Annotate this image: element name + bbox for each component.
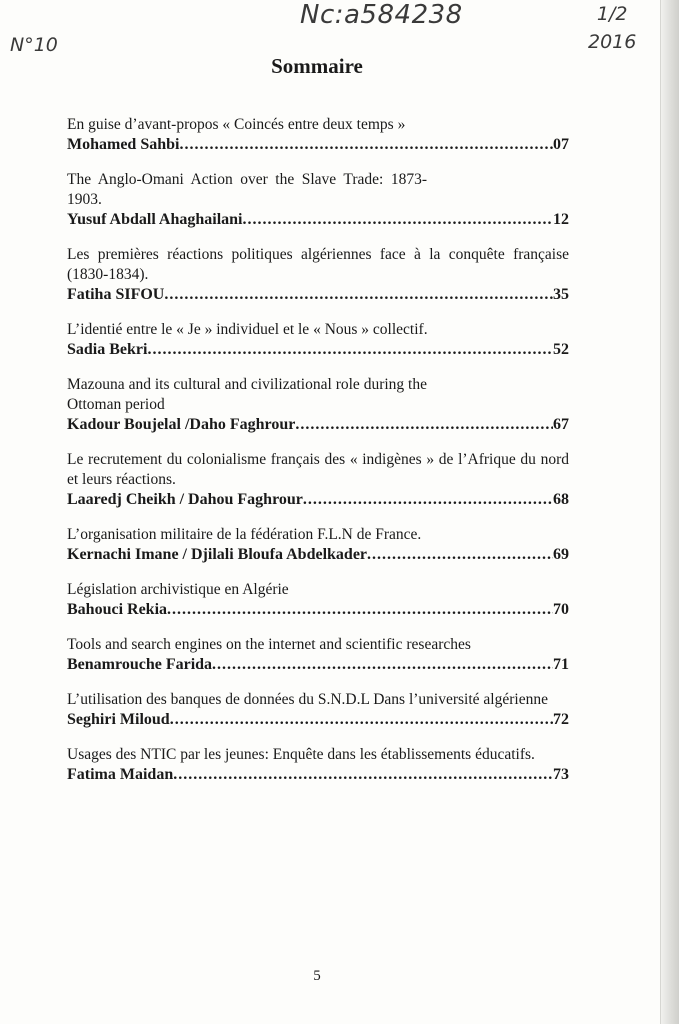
entry-author-line bbox=[67, 135, 569, 155]
table-of-contents bbox=[67, 115, 569, 800]
entry-author-line bbox=[67, 340, 569, 360]
toc-entry bbox=[67, 580, 569, 620]
handwritten-volume-year bbox=[588, 0, 636, 56]
entry-title: L’organisation militaire de la fédération F.L.N de France. bbox=[67, 526, 422, 543]
entry-author: Yusuf Abdall Ahaghailani bbox=[67, 211, 243, 228]
entry-title: Tools and search engines on the internet and scientific researches bbox=[67, 636, 471, 653]
dot-leader bbox=[170, 710, 553, 730]
entry-page: 67 bbox=[553, 416, 569, 433]
entry-title: En guise d’avant-propos « Coincés entre deux temps » bbox=[67, 116, 406, 133]
toc-entry bbox=[67, 115, 569, 155]
entry-page: 35 bbox=[553, 286, 569, 303]
dot-leader bbox=[303, 490, 553, 510]
entry-author-line bbox=[67, 600, 569, 620]
handwritten-year: 2016 bbox=[588, 31, 637, 53]
entry-author-line bbox=[67, 415, 569, 435]
toc-entry bbox=[67, 745, 569, 785]
entry-author: Fatiha SIFOU bbox=[67, 286, 165, 303]
entry-title: L’utilisation des banques de données du S.N.D.L Dans l’université algérienne bbox=[67, 691, 548, 708]
toc-entry bbox=[67, 245, 569, 305]
entry-author: Seghiri Miloud bbox=[67, 711, 170, 728]
dot-leader bbox=[295, 415, 553, 435]
entry-title: Législation archivistique en Algérie bbox=[67, 581, 289, 598]
entry-author: Benamrouche Farida bbox=[67, 656, 213, 673]
page-title: Sommaire bbox=[271, 54, 363, 78]
dot-leader bbox=[367, 545, 553, 565]
page-edge bbox=[660, 0, 679, 1024]
entry-title: Mazouna and its cultural and civilizational role during the Ottoman period bbox=[67, 376, 427, 413]
page-number: 5 bbox=[313, 968, 321, 984]
dot-leader bbox=[179, 135, 553, 155]
entry-author: Laaredj Cheikh / Dahou Faghrour bbox=[67, 491, 303, 508]
entry-author-line bbox=[67, 710, 569, 730]
entry-page: 70 bbox=[553, 601, 569, 618]
dot-leader bbox=[167, 600, 553, 620]
toc-entry bbox=[67, 375, 569, 435]
toc-entry bbox=[67, 320, 569, 360]
entry-page: 52 bbox=[553, 341, 569, 358]
entry-page: 07 bbox=[553, 136, 569, 153]
entry-page: 69 bbox=[553, 546, 569, 563]
entry-title: The Anglo-Omani Action over the Slave Trade: 1873-1903. bbox=[67, 171, 427, 208]
entry-page: 12 bbox=[553, 211, 569, 228]
entry-title: Les premières réactions politiques algériennes face à la conquête française (1830-1834). bbox=[67, 246, 569, 283]
dot-leader bbox=[243, 210, 554, 230]
entry-author: Fatima Maidan bbox=[67, 766, 174, 783]
entry-author: Sadia Bekri bbox=[67, 341, 148, 358]
entry-author-line bbox=[67, 655, 569, 675]
toc-entry bbox=[67, 690, 569, 730]
handwritten-inventory-number: Nc:a584238 bbox=[300, 0, 463, 30]
dot-leader bbox=[173, 765, 553, 785]
entry-author-line bbox=[67, 765, 569, 785]
entry-title: Le recrutement du colonialisme français des « indigènes » de l’Afrique du nord et leurs réactions. bbox=[67, 451, 569, 488]
entry-page: 73 bbox=[553, 766, 569, 783]
entry-author-line bbox=[67, 210, 569, 230]
dot-leader bbox=[147, 340, 553, 360]
entry-author: Mohamed Sahbi bbox=[67, 136, 180, 153]
toc-entry bbox=[67, 635, 569, 675]
entry-author-line bbox=[67, 285, 569, 305]
entry-author-line bbox=[67, 545, 569, 565]
dot-leader bbox=[164, 285, 553, 305]
handwritten-volume: 1/2 bbox=[596, 3, 628, 25]
entry-page: 68 bbox=[553, 491, 569, 508]
entry-author: Bahouci Rekia bbox=[67, 601, 168, 618]
entry-title: Usages des NTIC par les jeunes: Enquête dans les établissements éducatifs. bbox=[67, 746, 535, 763]
handwritten-issue-number: N°10 bbox=[10, 34, 58, 56]
entry-author: Kernachi Imane / Djilali Bloufa Abdelkader bbox=[67, 546, 368, 563]
toc-entry bbox=[67, 525, 569, 565]
dot-leader bbox=[212, 655, 553, 675]
entry-page: 72 bbox=[553, 711, 569, 728]
entry-title: L’identié entre le « Je » individuel et le « Nous » collectif. bbox=[67, 321, 428, 338]
toc-entry bbox=[67, 170, 569, 230]
entry-author-line bbox=[67, 490, 569, 510]
entry-page: 71 bbox=[553, 656, 569, 673]
toc-entry bbox=[67, 450, 569, 510]
entry-author: Kadour Boujelal /Daho Faghrour bbox=[67, 416, 296, 433]
